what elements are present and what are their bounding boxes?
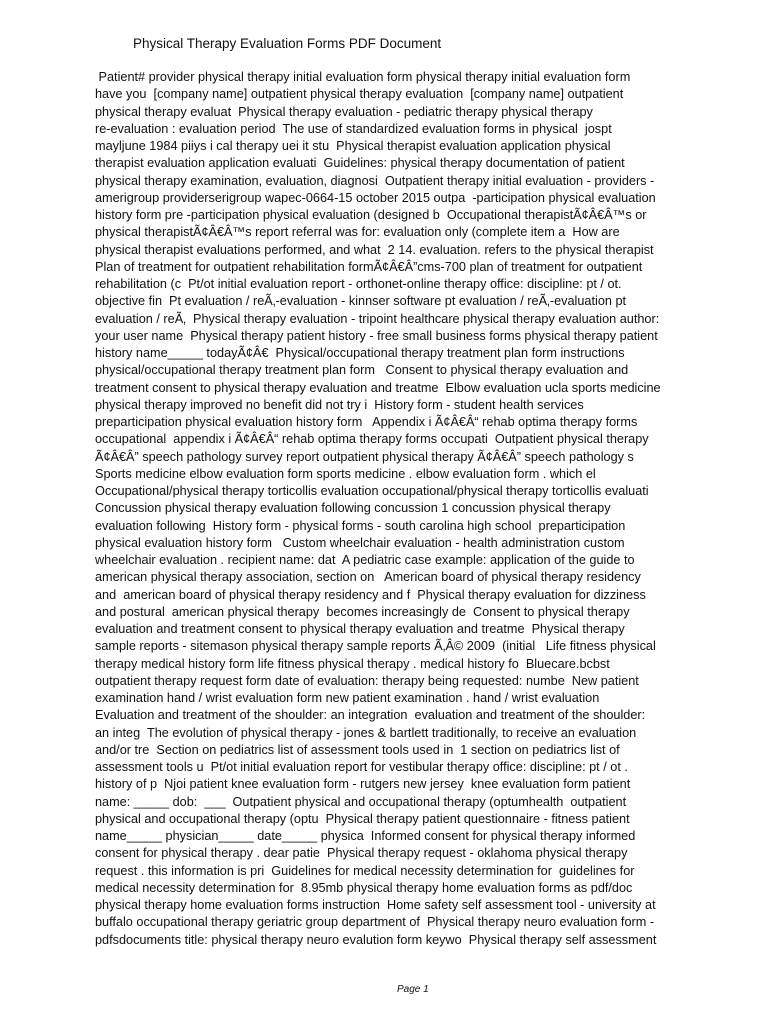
body-text-line: physical therapistÃ¢Â€Â™s report referral was for: evaluation only (complete item a How are: [95, 225, 620, 240]
body-text-line: therapist evaluation application evaluati Guidelines: physical therapy documentation of patient: [95, 156, 625, 171]
body-text-line: amerigroup providerserigroup wapec-0664-15 october 2015 outpa -participation physical evaluation: [95, 190, 656, 205]
body-text-line: and american board of physical therapy residency and f Physical therapy evaluation for dizziness: [95, 587, 646, 602]
body-text-line: evaluation and treatment consent to physical therapy evaluation and treatme Physical therapy: [95, 622, 625, 636]
body-text-line: examination hand / wrist evaluation form new patient examination . hand / wrist evaluation: [95, 691, 600, 705]
body-text-line: physical therapy examination, evaluation, diagnosi Outpatient therapy initial evaluation - providers -: [95, 173, 655, 188]
body-text-line: physical therapy improved no benefit did not try i History form - student health services: [95, 397, 584, 412]
body-text-line: Concussion physical therapy evaluation following concussion 1 concussion physical therapy: [95, 501, 611, 516]
body-text-line: medical necessity determination for 8.95mb physical therapy home evaluation forms as pdf/doc: [95, 880, 633, 895]
body-text-line: preparticipation physical evaluation history form Appendix i Ã¢Â€Â“ rehab optima therapy forms: [95, 415, 638, 429]
body-text-line: request . this information is pri Guidelines for medical necessity determination for guidelines for: [95, 863, 635, 878]
body-text-line: Ã¢Â€Â” speech pathology survey report outpatient physical therapy Ã¢Â€Â” speech pathology s: [95, 449, 634, 464]
body-text-line: physical therapy evaluat Physical therapy evaluation - pediatric therapy physical therapy: [95, 104, 593, 119]
body-text-line: evaluation following History form - physical forms - south carolina high school preparticipation: [95, 518, 626, 533]
body-text-line: name_____ physician_____ date_____ physica Informed consent for physical therapy informed: [95, 829, 636, 843]
body-text-line: pdfsdocuments title: physical therapy neuro evalution form keywo Physical therapy self assessment: [95, 932, 657, 947]
body-text-line: sample reports - sitemason physical therapy sample reports Ã‚Â© 2009 (initial Life fitness physical: [95, 639, 656, 654]
body-text-line: therapy medical history form life fitness physical therapy . medical history fo Bluecare.bcbst: [95, 656, 610, 671]
body-text-line: assessment tools u Pt/ot initial evaluation report for vestibular therapy office: discipline: pt / ot .: [95, 760, 628, 774]
body-text-line: Sports medicine elbow evaluation form sports medicine . elbow evaluation form . which el: [95, 466, 596, 481]
body-text-line: consent for physical therapy . dear patie Physical therapy request - oklahoma physical therapy: [95, 846, 628, 861]
body-text-line: history of p Njoi patient knee evaluation form - rutgers new jersey knee evaluation form patient: [95, 777, 631, 792]
document-body: [95, 69, 735, 949]
document-title: Physical Therapy Evaluation Forms PDF Document: [133, 36, 442, 51]
body-text-line: and postural american physical therapy becomes increasingly de Consent to physical therapy: [95, 604, 630, 619]
body-text-line: occupational appendix i Ã¢Â€Â“ rehab optima therapy forms occupati Outpatient physical therapy: [95, 432, 649, 447]
body-text-line: name: _____ dob: ___ Outpatient physical and occupational therapy (optumhealth outpatient: [95, 794, 627, 809]
body-text-line: have you [company name] outpatient physical therapy evaluation [company name] outpatient: [95, 87, 624, 102]
body-text-line: wheelchair evaluation . recipient name: dat A pediatric case example: application of the guide to: [95, 553, 635, 567]
body-text-line: physical therapist evaluations performed, and what 2 14. evaluation. refers to the physical therapist: [95, 242, 654, 257]
body-text-line: physical/occupational therapy treatment plan form Consent to physical therapy evaluation and: [95, 363, 629, 378]
body-text-line: history form pre -participation physical evaluation (designed b Occupational therapistÃ¢Â€Â™s or: [95, 208, 647, 222]
body-text-line: your user name Physical therapy patient history - free small business forms physical therapy patient: [95, 328, 658, 343]
body-text-line: re-evaluation : evaluation period The use of standardized evaluation forms in physical jospt: [95, 121, 612, 136]
page-number: Page 1: [397, 984, 429, 995]
body-text-line: Plan of treatment for outpatient rehabilitation formÃ¢Â€Â”cms-700 plan of treatment for outpatient: [95, 259, 643, 274]
body-text-line: american physical therapy association, section on American board of physical therapy residency: [95, 570, 641, 585]
body-text-line: treatment consent to physical therapy evaluation and treatme Elbow evaluation ucla sports medicine: [95, 380, 661, 395]
body-text-line: Evaluation and treatment of the shoulder: an integration evaluation and treatment of the shoulder:: [95, 708, 646, 723]
body-text-line: an integ The evolution of physical therapy - jones & bartlett traditionally, to receive an evaluation: [95, 725, 637, 740]
body-text-line: Patient# provider physical therapy initial evaluation form physical therapy initial evaluation form: [95, 70, 631, 84]
body-text-line: and/or tre Section on pediatrics list of assessment tools used in 1 section on pediatrics list of: [95, 742, 620, 757]
body-text-line: physical evaluation history form Custom wheelchair evaluation - health administration custom: [95, 535, 625, 550]
body-text-line: history name_____ todayÃ¢Â€ Physical/occupational therapy treatment plan form instructions: [95, 346, 625, 360]
body-text-line: rehabilitation (c Pt/ot initial evaluation report - orthonet-online therapy office: discipline: pt / ot.: [95, 277, 622, 291]
body-text-line: buffalo occupational therapy geriatric group department of Physical therapy neuro evaluation form -: [95, 915, 655, 930]
body-text-line: objective fin Pt evaluation / reÃ‚-evaluation - kinnser software pt evaluation / reÃ‚-evaluation pt: [95, 294, 627, 309]
body-text-line: mayljune 1984 piiys i cal therapy uei it stu Physical therapist evaluation application physical: [95, 139, 611, 153]
body-text-line: physical and occupational therapy (optu Physical therapy patient questionnaire - fitness patient: [95, 811, 630, 826]
body-text-line: evaluation / reÃ‚ Physical therapy evaluation - tripoint healthcare physical therapy evaluation author:: [95, 311, 660, 326]
body-text-line: outpatient therapy request form date of evaluation: therapy being requested: numbe New patient: [95, 673, 639, 688]
body-text-line: Occupational/physical therapy torticollis evaluation occupational/physical therapy torticollis evaluati: [95, 484, 649, 498]
body-text-line: physical therapy home evaluation forms instruction Home safety self assessment tool - university at: [95, 898, 656, 912]
